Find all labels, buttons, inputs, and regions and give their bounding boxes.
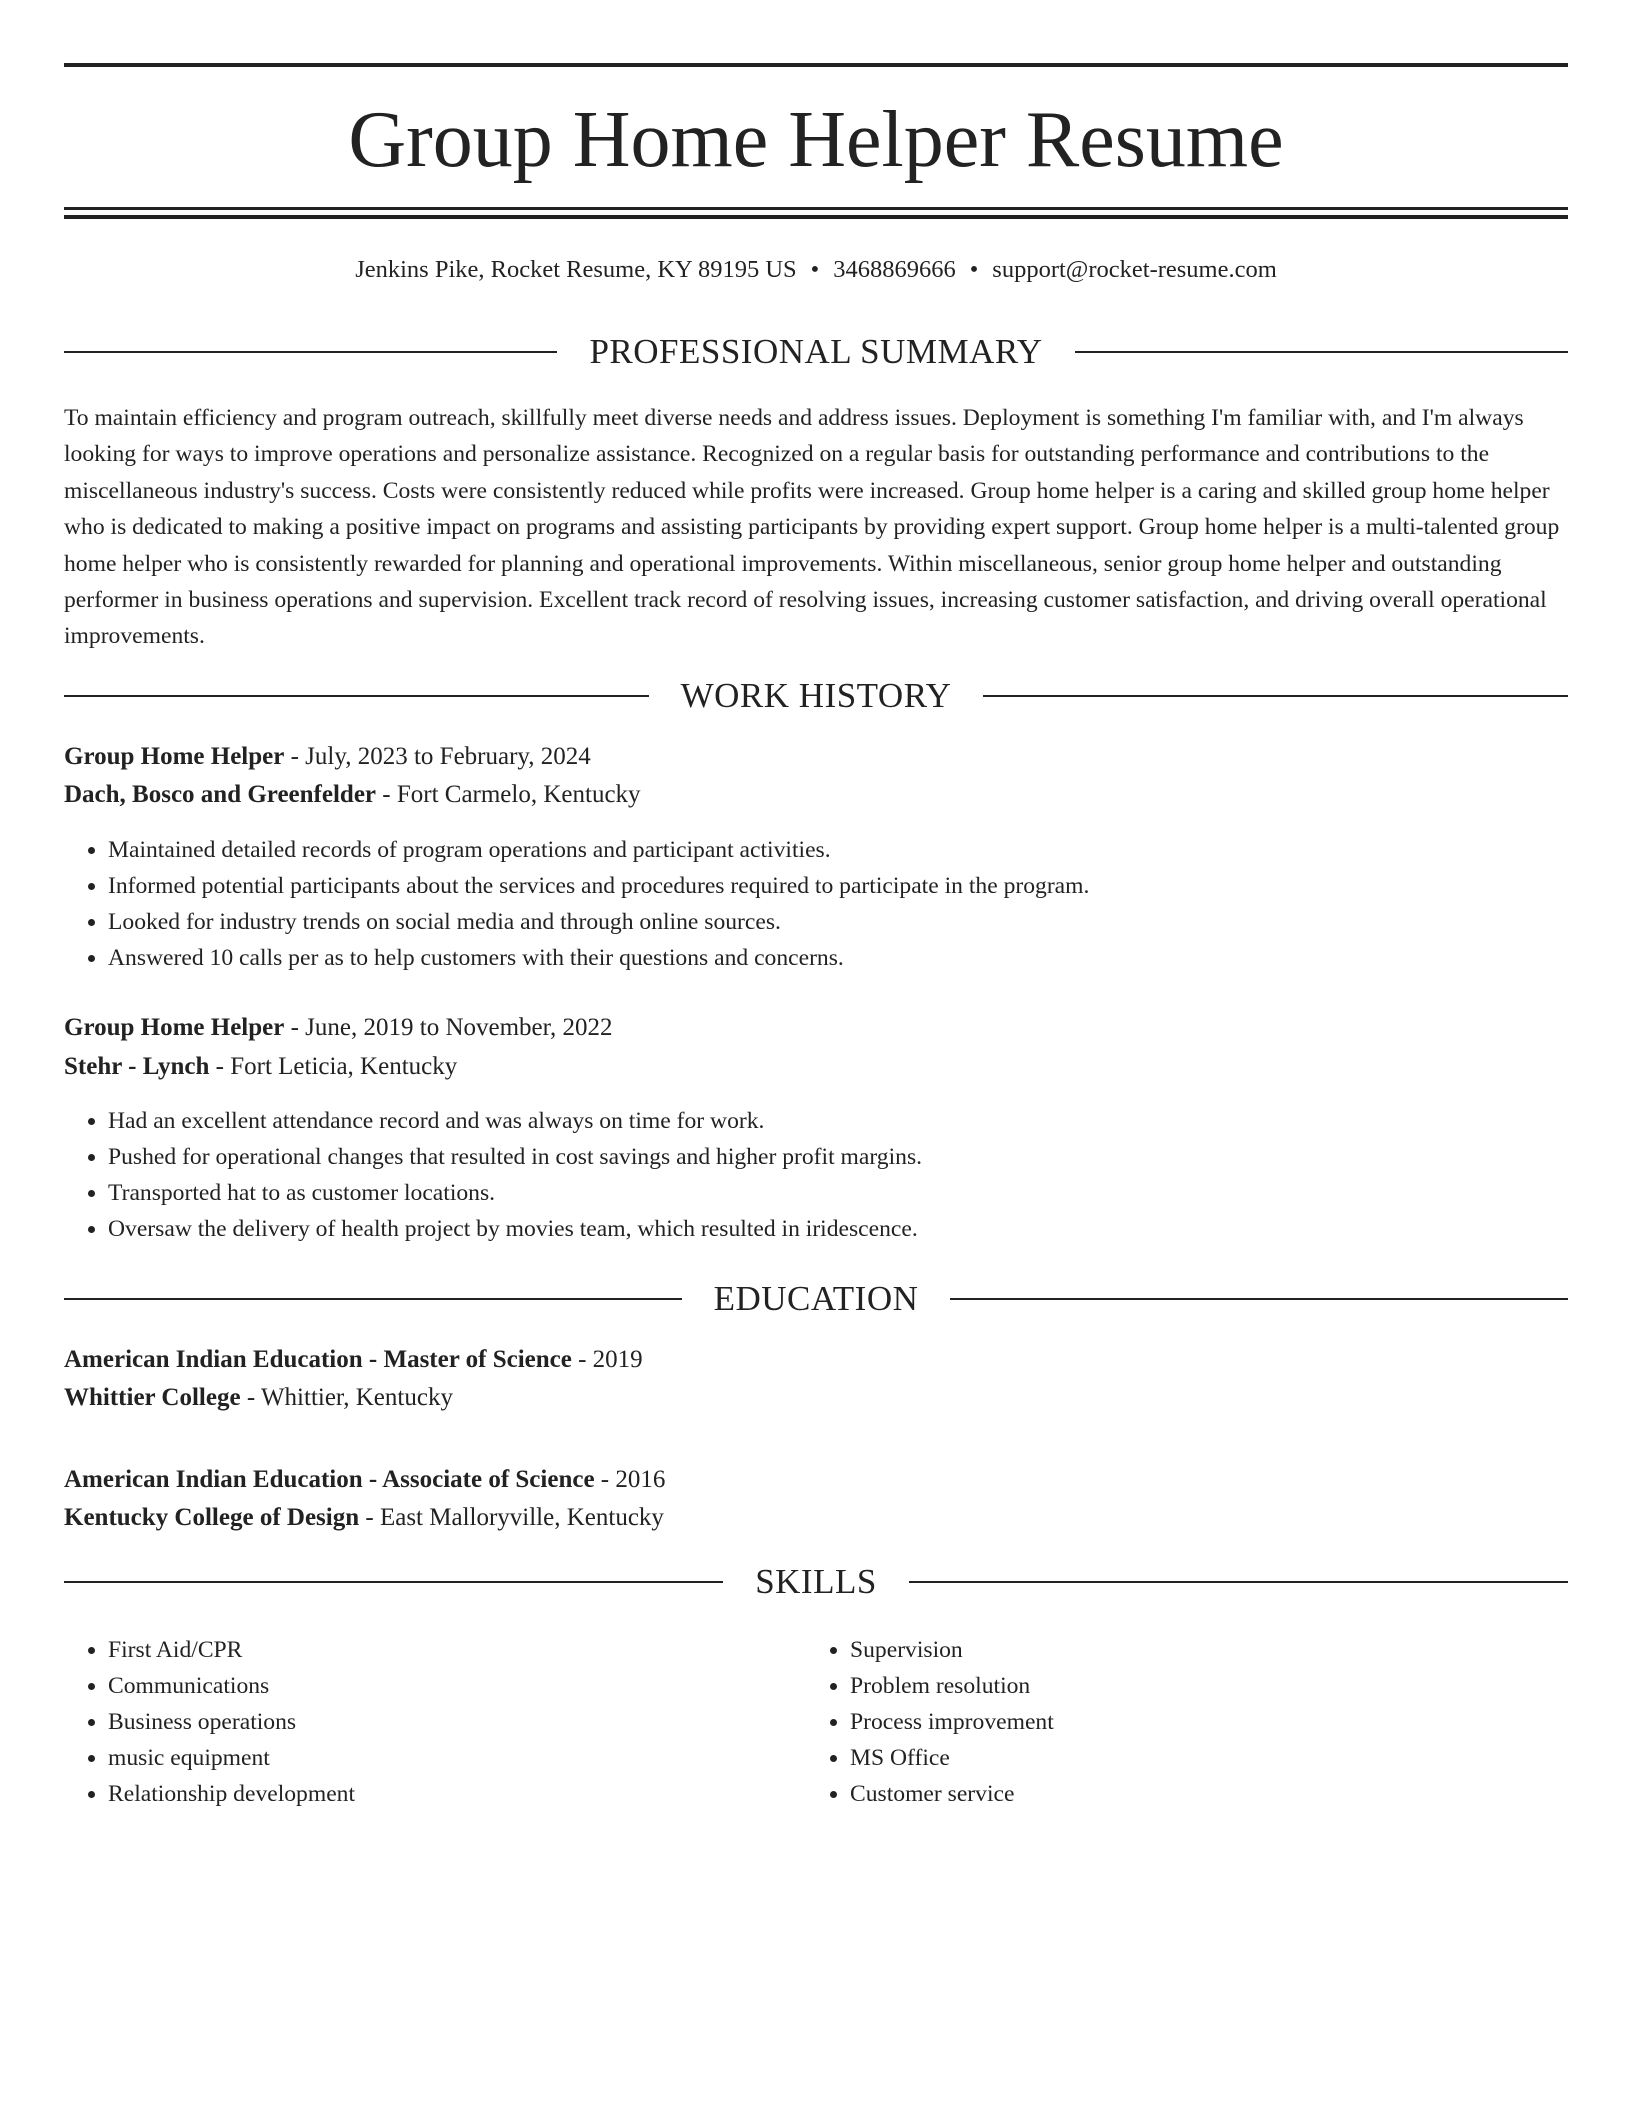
- list-item: • Transported hat to as customer locations.: [108, 1175, 922, 1211]
- section-header-work: [64, 676, 1568, 716]
- skill-item: • Process improvement: [850, 1704, 1550, 1740]
- list-item: • Oversaw the delivery of health project by movies team, which resulted in iridescence.: [108, 1211, 922, 1247]
- skill-item: • Relationship development: [108, 1776, 808, 1812]
- education-school-line: [64, 1381, 453, 1415]
- education-school: Kentucky College of Design: [64, 1504, 360, 1531]
- top-rule: [64, 63, 1568, 67]
- skill-item: • Communications: [108, 1668, 808, 1704]
- job-bullet-list: [64, 832, 1089, 976]
- list-item: • Looked for industry trends on social media and through online sources.: [108, 904, 1089, 940]
- education-location: - East Malloryville, Kentucky: [359, 1504, 664, 1531]
- job-dates: - July, 2023 to February, 2024: [284, 743, 591, 770]
- job-title-line: [64, 740, 591, 774]
- contact-address: Jenkins Pike, Rocket Resume, KY 89195 US: [355, 256, 797, 283]
- section-header-skills: [64, 1562, 1568, 1602]
- skill-item: • First Aid/CPR: [108, 1632, 808, 1668]
- job-title: Group Home Helper: [64, 1014, 285, 1041]
- section-title: PROFESSIONAL SUMMARY: [589, 332, 1043, 371]
- education-year: - 2019: [571, 1346, 643, 1373]
- education-location: - Whittier, Kentucky: [240, 1384, 453, 1411]
- job-company: Dach, Bosco and Greenfelder: [64, 781, 377, 808]
- skill-item: • Problem resolution: [850, 1668, 1550, 1704]
- job-location: - Fort Leticia, Kentucky: [209, 1053, 458, 1080]
- skill-item: • MS Office: [850, 1740, 1550, 1776]
- job-title-line: [64, 1011, 612, 1045]
- contact-phone: 3468869666: [833, 256, 956, 283]
- section-rule: [909, 1581, 1568, 1583]
- skill-item: • Customer service: [850, 1776, 1550, 1812]
- section-header-education: [64, 1279, 1568, 1319]
- section-rule: [983, 695, 1568, 697]
- education-degree: American Indian Education - Master of Science: [64, 1346, 572, 1373]
- education-degree-line: [64, 1343, 643, 1377]
- skill-item: • Supervision: [850, 1632, 1550, 1668]
- title-rule-upper: [64, 207, 1568, 210]
- resume-title: Group Home Helper Resume: [348, 96, 1284, 184]
- list-item: • Answered 10 calls per as to help customers with their questions and concerns.: [108, 940, 1089, 976]
- job-company-line: [64, 1050, 457, 1084]
- education-year: - 2016: [594, 1466, 666, 1493]
- education-school: Whittier College: [64, 1384, 241, 1411]
- contact-separator: •: [969, 256, 979, 283]
- section-rule: [64, 1581, 723, 1583]
- list-item: • Informed potential participants about the services and procedures required to participate in the program.: [108, 868, 1089, 904]
- contact-email: support@rocket-resume.com: [992, 256, 1277, 283]
- title-rule-lower: [64, 215, 1568, 219]
- education-degree-line: [64, 1463, 665, 1497]
- section-rule: [64, 1298, 682, 1300]
- job-title: Group Home Helper: [64, 743, 285, 770]
- skills-list-left: [64, 1632, 808, 1812]
- job-company-line: [64, 778, 641, 812]
- contact-line: [64, 254, 1568, 286]
- education-degree: American Indian Education - Associate of Science: [64, 1466, 595, 1493]
- section-title: EDUCATION: [713, 1279, 919, 1318]
- summary-paragraph: To maintain efficiency and program outreach, skillfully meet diverse needs and address issues. Deployment is something I'm familiar with, and I'm always looking for ways to improve operations and personalize assistance. Recognized on a regular basis for outstanding performance and contributions to the miscellaneous industry's success. Costs were consistently reduced while profits were increased. Group home helper is a caring and skilled group home helper who is dedicated to making a positive impact on programs and assisting participants by providing expert support. Group home helper is a multi-talented group home helper who is consistently rewarded for planning and operational improvements. Within miscellaneous, senior group home helper and outstanding performer in business operations and supervision. Excellent track record of resolving issues, increasing customer satisfaction, and driving overall operational improvements.: [64, 405, 1560, 650]
- section-rule: [64, 351, 557, 353]
- list-item: • Pushed for operational changes that resulted in cost savings and higher profit margins.: [108, 1139, 922, 1175]
- skills-list-right: [806, 1632, 1550, 1812]
- section-title: SKILLS: [755, 1562, 877, 1601]
- section-rule: [64, 695, 649, 697]
- job-dates: - June, 2019 to November, 2022: [284, 1014, 613, 1041]
- section-rule: [950, 1298, 1568, 1300]
- education-school-line: [64, 1501, 664, 1535]
- job-location: - Fort Carmelo, Kentucky: [376, 781, 641, 808]
- job-bullet-list: [64, 1103, 922, 1247]
- list-item: • Had an excellent attendance record and was always on time for work.: [108, 1103, 922, 1139]
- skill-item: • Business operations: [108, 1704, 808, 1740]
- contact-separator: •: [810, 256, 820, 283]
- list-item: • Maintained detailed records of program operations and participant activities.: [108, 832, 1089, 868]
- skill-item: • music equipment: [108, 1740, 808, 1776]
- job-company: Stehr - Lynch: [64, 1053, 210, 1080]
- section-title: WORK HISTORY: [680, 676, 952, 715]
- section-header-summary: [64, 332, 1568, 372]
- section-rule: [1075, 351, 1568, 353]
